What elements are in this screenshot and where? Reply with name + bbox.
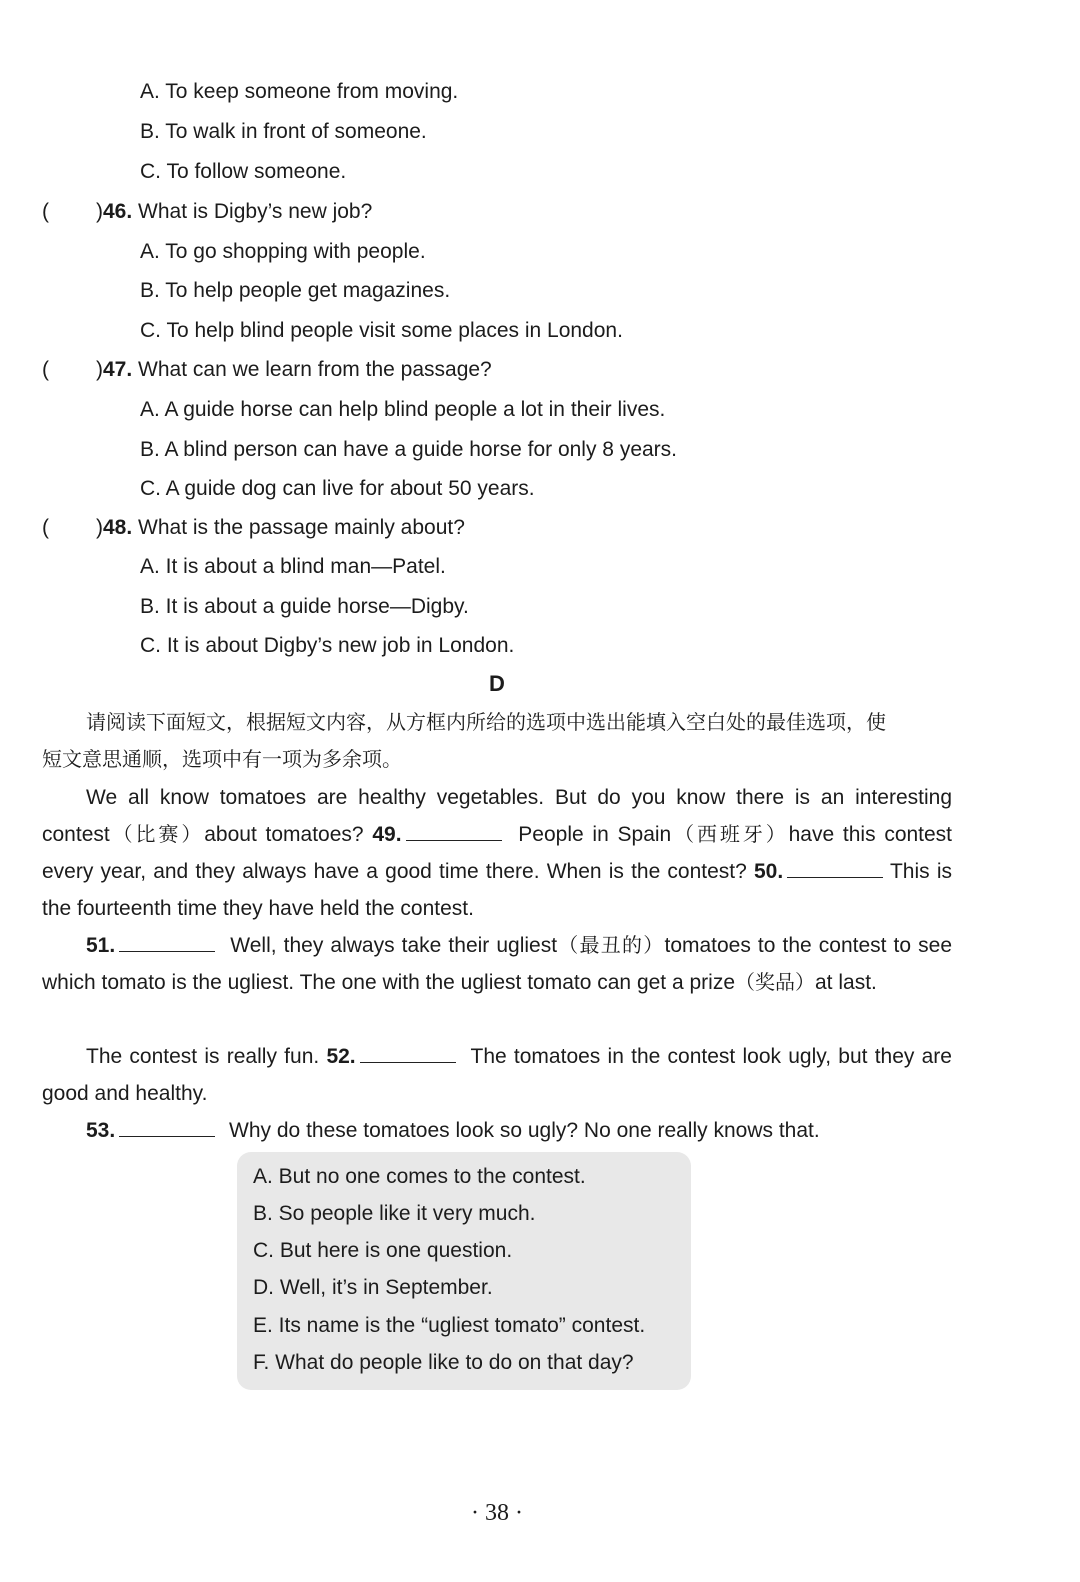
q46-option-c: C. To help blind people visit some places in London.: [140, 319, 623, 342]
q46-question: What is Digby’s new job?: [138, 200, 373, 223]
passage-paragraph-1: [42, 779, 952, 927]
q48-close: ): [96, 516, 103, 539]
p1-text-a: We all know tomatoes are healthy vegetables. But do you know there is an interesting: [86, 786, 952, 809]
p1-text-d: People in Spain: [518, 823, 672, 846]
blank-49-number: 49.: [372, 823, 402, 846]
q46-option-b: B. To help people get magazines.: [140, 279, 451, 302]
blank-53-number: 53.: [86, 1119, 116, 1142]
q46-number: 46.: [103, 200, 133, 223]
q48-option-a: A. It is about a blind man—Patel.: [140, 555, 446, 578]
box-option-f: F. What do people like to do on that day?: [253, 1351, 634, 1374]
blank-52[interactable]: [360, 1042, 456, 1063]
q46-option-a: A. To go shopping with people.: [140, 240, 426, 263]
section-d-title: D: [489, 671, 505, 696]
p1-text-f: This is the fourteenth time they have held the contest.: [42, 860, 952, 920]
q48-option-c: C. It is about Digby’s new job in London.: [140, 634, 515, 657]
p1-text-c: about tomatoes?: [204, 823, 364, 846]
blank-52-number: 52.: [326, 1045, 356, 1068]
q47-close: ): [96, 358, 103, 381]
q48-number: 48.: [103, 516, 133, 539]
instruction-line-1: 请阅读下面短文，根据短文内容，从方框内所给的选项中选出能填入空白处的最佳选项，使: [86, 710, 886, 734]
p4-text-a: Why do these tomatoes look so ugly? No one really knows that.: [229, 1119, 820, 1142]
p2-text-c: at last.: [815, 971, 877, 994]
q47-option-b: B. A blind person can have a guide horse for only 8 years.: [140, 438, 678, 461]
p1-text-b: contest: [42, 823, 110, 846]
p1-text-e: have this contest every year, and they always have a good time there. When is the contest?: [42, 823, 953, 883]
page-number: · 38 ·: [471, 1500, 523, 1526]
blank-53[interactable]: [119, 1116, 215, 1137]
q47-question: What can we learn from the passage?: [138, 358, 492, 381]
q46-close: ): [96, 200, 103, 223]
blank-50-number: 50.: [753, 860, 784, 883]
q45-option-a: A. To keep someone from moving.: [140, 80, 459, 103]
box-option-d: D. Well, it’s in September.: [253, 1276, 493, 1299]
q45-option-c: C. To follow someone.: [140, 160, 347, 183]
box-option-e: E. Its name is the “ugliest tomato” contest.: [253, 1314, 646, 1337]
q48-answer-paren[interactable]: (: [42, 516, 49, 539]
q47-number: 47.: [103, 358, 133, 381]
q46-answer-paren[interactable]: (: [42, 200, 49, 223]
p2-cn-prize: （奖品）: [735, 970, 815, 994]
q48-row: [42, 515, 465, 541]
p3-text-a: The contest is really fun.: [86, 1045, 320, 1068]
q47-option-c: C. A guide dog can live for about 50 years.: [140, 477, 535, 500]
passage-paragraph-2: [42, 927, 952, 1001]
blank-51-number: 51.: [86, 934, 116, 957]
blank-49[interactable]: [406, 820, 502, 841]
passage-paragraph-4: [42, 1112, 952, 1149]
p2-text-b: tomatoes to the contest to see which tomato is the ugliest. The one with the ugliest tomato can get a prize: [42, 934, 953, 994]
p3-text-b: The tomatoes in the contest look ugly, but they are good and healthy.: [42, 1045, 952, 1105]
section-d-instruction: [42, 704, 952, 778]
q48-option-b: B. It is about a guide horse—Digby.: [140, 595, 469, 618]
instruction-line-2: 短文意思通顺，选项中有一项为多余项。: [42, 747, 402, 771]
p2-text-a: Well, they always take their ugliest: [230, 934, 558, 957]
box-option-a: A. But no one comes to the contest.: [253, 1165, 586, 1188]
p1-cn-contest: （比赛）: [109, 822, 205, 846]
passage-paragraph-3: [42, 1038, 952, 1112]
q47-answer-paren[interactable]: (: [42, 358, 49, 381]
q45-option-b: B. To walk in front of someone.: [140, 120, 427, 143]
blank-50[interactable]: [787, 857, 883, 878]
q47-row: [42, 357, 492, 383]
options-box: [237, 1152, 691, 1390]
q47-option-a: A. A guide horse can help blind people a lot in their lives.: [140, 398, 666, 421]
box-option-c: C. But here is one question.: [253, 1239, 513, 1262]
blank-51[interactable]: [119, 931, 215, 952]
p1-cn-spain: （西班牙）: [671, 822, 789, 846]
p2-cn-ugliest: （最丑的）: [557, 933, 665, 957]
box-option-b: B. So people like it very much.: [253, 1202, 536, 1225]
q48-question: What is the passage mainly about?: [138, 516, 465, 539]
q46-row: [42, 199, 372, 225]
